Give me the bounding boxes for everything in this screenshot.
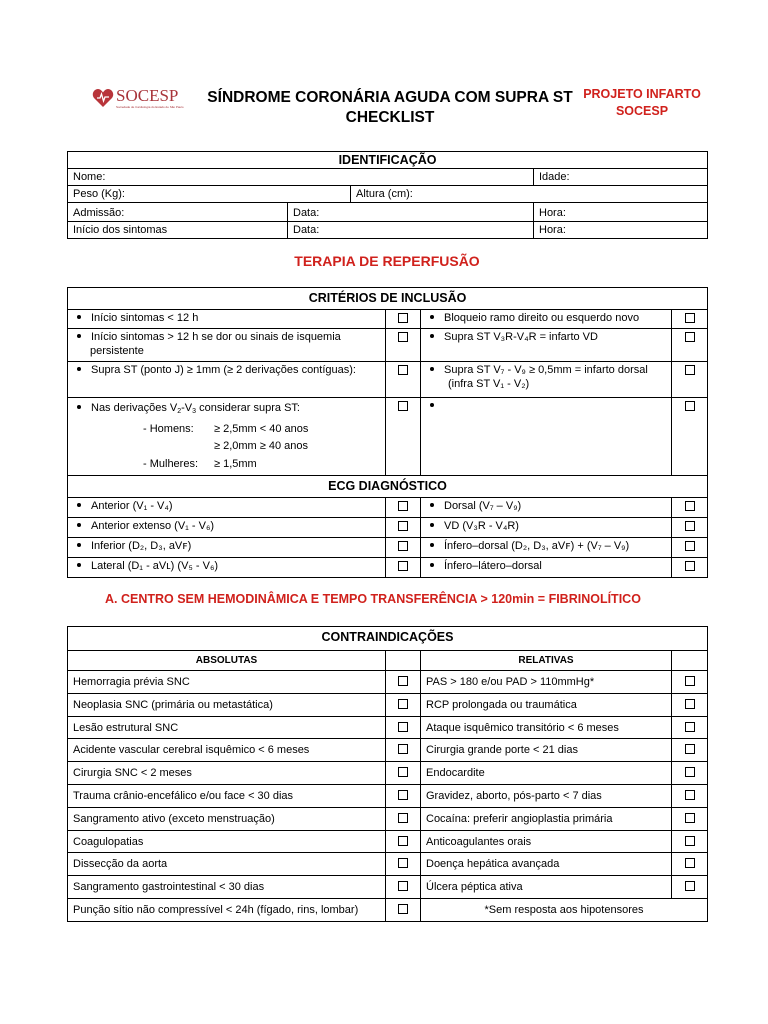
header-spacer	[386, 651, 421, 671]
criteria-text: Supra ST V₇ - V₉ ≥ 0,5mm = infarto dorsal	[444, 364, 648, 376]
ecg-item	[68, 538, 386, 558]
header-spacer	[672, 651, 708, 671]
symptom-date-field[interactable]: Data:	[288, 222, 534, 239]
absolute-contraindication: Neoplasia SNC (primária ou metastática)	[68, 693, 386, 716]
bullet-icon	[77, 405, 81, 409]
checkbox-icon	[398, 313, 408, 323]
checkbox[interactable]	[672, 518, 708, 538]
bullet-icon	[77, 523, 81, 527]
weight-field[interactable]: Peso (Kg):	[68, 186, 351, 203]
checkbox-icon	[398, 401, 408, 411]
bullet-icon	[430, 403, 434, 407]
bullet-icon	[77, 563, 81, 567]
checkbox[interactable]	[386, 762, 421, 785]
checkbox[interactable]	[672, 807, 708, 830]
checkbox-icon	[398, 561, 408, 571]
section-a-title: A. CENTRO SEM HEMODINÂMICA E TEMPO TRANSFERÊNCIA > 120min = FIBRINOLÍTICO	[105, 592, 641, 606]
checkbox-icon	[685, 332, 695, 342]
page-title-line2: CHECKLIST	[345, 109, 435, 126]
inclusion-criteria-title: CRITÉRIOS DE INCLUSÃO	[68, 288, 708, 310]
ecg-item	[68, 518, 386, 538]
checkbox[interactable]	[672, 716, 708, 739]
checkbox-icon	[685, 744, 695, 754]
checkbox[interactable]	[672, 762, 708, 785]
checkbox-icon	[398, 767, 408, 777]
checkbox-icon	[685, 699, 695, 709]
age-field[interactable]: Idade:	[534, 169, 708, 186]
project-line1: PROJETO INFARTO	[583, 87, 701, 101]
checkbox[interactable]	[386, 362, 421, 398]
absolute-contraindication: Coagulopatias	[68, 830, 386, 853]
relative-contraindication: Doença hepática avançada	[421, 853, 672, 876]
ecg-text: Anterior extenso (V₁ - V₆)	[91, 520, 215, 532]
checkbox-icon	[685, 541, 695, 551]
symptom-onset-field[interactable]: Início dos sintomas	[68, 222, 288, 239]
men-value-2: ≥ 2,0mm ≥ 40 anos	[214, 440, 309, 452]
checkbox[interactable]	[386, 784, 421, 807]
bullet-icon	[430, 523, 434, 527]
women-value: ≥ 1,5mm	[214, 458, 257, 470]
checkbox[interactable]	[672, 398, 708, 476]
checkbox-icon	[398, 744, 408, 754]
checkbox[interactable]	[672, 310, 708, 329]
identification-table	[67, 151, 708, 239]
checkbox-icon	[398, 501, 408, 511]
checkbox-icon	[685, 313, 695, 323]
checkbox[interactable]	[386, 398, 421, 476]
checkbox[interactable]	[672, 693, 708, 716]
bullet-icon	[77, 367, 81, 371]
checkbox-icon	[398, 521, 408, 531]
project-line2: SOCESP	[615, 104, 669, 118]
checkbox[interactable]	[386, 830, 421, 853]
admission-field[interactable]: Admissão:	[68, 203, 288, 222]
checkbox-icon	[685, 767, 695, 777]
checkbox-icon	[685, 561, 695, 571]
absolute-header: ABSOLUTAS	[68, 651, 386, 671]
criteria-text: Nas derivações V	[91, 402, 178, 414]
ecg-item	[421, 538, 672, 558]
bullet-icon	[430, 334, 434, 338]
checkbox[interactable]	[386, 498, 421, 518]
criteria-item	[421, 310, 672, 329]
criteria-item	[68, 362, 386, 398]
checkbox[interactable]	[672, 538, 708, 558]
men-value-1: ≥ 2,5mm < 40 anos	[214, 423, 309, 435]
criteria-text: Bloqueio ramo direito ou esquerdo novo	[444, 312, 640, 324]
checkbox[interactable]	[672, 558, 708, 578]
ecg-item	[421, 518, 672, 538]
ecg-text: Dorsal (V₇ – V₉)	[444, 500, 522, 512]
checkbox-icon	[398, 699, 408, 709]
heart-logo-icon	[92, 88, 114, 108]
checkbox-icon	[685, 676, 695, 686]
checkbox-icon	[685, 858, 695, 868]
bullet-icon	[430, 367, 434, 371]
criteria-text: Início sintomas > 12 h se dor ou sinais de isquemia persistente	[90, 331, 341, 357]
relative-contraindication: Ataque isquêmico transitório < 6 meses	[421, 716, 672, 739]
page-title	[200, 88, 580, 128]
ecg-text: Lateral (D₁ - aVʟ) (V₅ - V₆)	[91, 560, 219, 572]
contraindications-title: CONTRAINDICAÇÕES	[68, 627, 708, 651]
absolute-contraindication: Sangramento gastrointestinal < 30 dias	[68, 876, 386, 899]
relative-header: RELATIVAS	[421, 651, 672, 671]
men-label: - Homens:	[143, 423, 194, 435]
checkbox-icon	[685, 722, 695, 732]
checkbox[interactable]	[386, 739, 421, 762]
ecg-title: ECG DIAGNÓSTICO	[68, 476, 708, 498]
bullet-icon	[77, 503, 81, 507]
relative-contraindication: Gravidez, aborto, pós-parto < 7 dias	[421, 784, 672, 807]
checkbox-icon	[685, 401, 695, 411]
criteria-text-mid: -V	[181, 402, 193, 414]
checkbox-icon	[685, 501, 695, 511]
checkbox[interactable]	[386, 807, 421, 830]
checkbox[interactable]	[672, 830, 708, 853]
ecg-text: Ínfero–látero–dorsal	[444, 560, 542, 572]
checkbox-icon	[398, 541, 408, 551]
women-label: - Mulheres:	[143, 458, 199, 470]
checkbox[interactable]	[386, 310, 421, 329]
absolute-contraindication: Sangramento ativo (exceto menstruação)	[68, 807, 386, 830]
checkbox[interactable]	[386, 671, 421, 694]
relative-contraindication: Cirurgia grande porte < 21 dias	[421, 739, 672, 762]
checkbox-icon	[398, 904, 408, 914]
checkbox[interactable]	[386, 716, 421, 739]
checkbox-icon	[398, 790, 408, 800]
ecg-item	[68, 498, 386, 518]
checkbox[interactable]	[672, 671, 708, 694]
checkbox[interactable]	[386, 558, 421, 578]
criteria-text: Supra ST V₃R-V₄R = infarto VD	[444, 331, 598, 343]
checkbox-icon	[398, 836, 408, 846]
hypotensive-note: *Sem resposta aos hipotensores	[421, 898, 708, 921]
checkbox[interactable]	[386, 329, 421, 362]
absolute-contraindication: Acidente vascular cerebral isquêmico < 6 meses	[68, 739, 386, 762]
relative-contraindication: Anticoagulantes orais	[421, 830, 672, 853]
bullet-icon	[77, 315, 81, 319]
bullet-icon	[430, 563, 434, 567]
checkbox-icon	[398, 813, 408, 823]
admission-date-field[interactable]: Data:	[288, 203, 534, 222]
absolute-contraindication: Trauma crânio-encefálico e/ou face < 30 dias	[68, 784, 386, 807]
ecg-item	[421, 498, 672, 518]
relative-contraindication: Cocaína: preferir angioplastia primária	[421, 807, 672, 830]
checkbox[interactable]	[386, 518, 421, 538]
criteria-item-empty	[421, 398, 672, 476]
checkbox[interactable]	[672, 853, 708, 876]
criteria-item	[421, 329, 672, 362]
inclusion-criteria-table	[67, 287, 708, 578]
criteria-subtext: (infra ST V₁ - V₂)	[448, 378, 530, 390]
absolute-contraindication: Lesão estrutural SNC	[68, 716, 386, 739]
identification-title: IDENTIFICAÇÃO	[68, 152, 708, 169]
bullet-icon	[430, 315, 434, 319]
relative-contraindication: PAS > 180 e/ou PAD > 110mmHg*	[421, 671, 672, 694]
bullet-icon	[77, 334, 81, 338]
checkbox-icon	[685, 365, 695, 375]
absolute-contraindication: Cirurgia SNC < 2 meses	[68, 762, 386, 785]
admission-time-field[interactable]: Hora:	[534, 203, 708, 222]
ecg-text: Inferior (D₂, D₃, aVꜰ)	[91, 540, 192, 552]
bullet-icon	[77, 543, 81, 547]
checkbox-icon	[398, 722, 408, 732]
logo-text: SOCESP	[116, 86, 179, 105]
relative-contraindication: RCP prolongada ou traumática	[421, 693, 672, 716]
name-field[interactable]: Nome:	[68, 169, 534, 186]
checkbox[interactable]	[672, 498, 708, 518]
checkbox-icon	[398, 365, 408, 375]
checkbox[interactable]	[672, 784, 708, 807]
absolute-contraindication: Hemorragia prévia SNC	[68, 671, 386, 694]
checkbox-icon	[685, 790, 695, 800]
checkbox-icon	[398, 858, 408, 868]
checkbox[interactable]	[386, 853, 421, 876]
checkbox-icon	[398, 881, 408, 891]
checkbox-icon	[685, 836, 695, 846]
checkbox[interactable]	[672, 362, 708, 398]
checkbox-icon	[685, 881, 695, 891]
ecg-item	[421, 558, 672, 578]
project-label	[578, 86, 706, 120]
checkbox-icon	[685, 521, 695, 531]
ecg-text: VD (V₃R - V₄R)	[444, 520, 519, 532]
checkbox[interactable]	[386, 898, 421, 921]
checkbox[interactable]	[672, 876, 708, 899]
checkbox-icon	[685, 813, 695, 823]
checkbox[interactable]	[386, 538, 421, 558]
height-field[interactable]: Altura (cm):	[351, 186, 708, 203]
criteria-item: Nas derivações $V_2-V_3$ considerar supra ST: - Homens: ≥ 2,5mm < 40 anos ≥ 2,0mm ≥ 40 anos - Mulheres: ≥ 1,5mm	[68, 398, 386, 476]
checkbox[interactable]	[672, 329, 708, 362]
logo-subtext: Sociedade de Cardiologia do Estado de São Paulo	[116, 105, 184, 109]
contraindications-table	[67, 626, 708, 922]
criteria-text: Início sintomas < 12 h	[91, 312, 199, 324]
page-title-line1: SÍNDROME CORONÁRIA AGUDA COM SUPRA ST	[207, 89, 573, 106]
bullet-icon	[430, 543, 434, 547]
ecg-text: Ínfero–dorsal (D₂, D₃, aVꜰ) + (V₇ – V₉)	[444, 540, 630, 552]
criteria-item	[68, 329, 386, 362]
absolute-contraindication: Punção sítio não compressível < 24h (fígado, rins, lombar)	[68, 898, 386, 921]
symptom-time-field[interactable]: Hora:	[534, 222, 708, 239]
criteria-item	[421, 362, 672, 398]
socesp-logo	[92, 86, 182, 110]
absolute-contraindication: Dissecção da aorta	[68, 853, 386, 876]
criteria-text: Supra ST (ponto J) ≥ 1mm (≥ 2 derivações contíguas):	[91, 364, 356, 376]
reperfusion-title: TERAPIA DE REPERFUSÃO	[294, 253, 480, 269]
criteria-text-suffix: considerar supra ST:	[196, 402, 300, 414]
relative-contraindication: Úlcera péptica ativa	[421, 876, 672, 899]
checkbox-icon	[398, 332, 408, 342]
checkbox-icon	[398, 676, 408, 686]
ecg-item	[68, 558, 386, 578]
checkbox[interactable]	[386, 876, 421, 899]
criteria-item	[68, 310, 386, 329]
checkbox[interactable]	[672, 739, 708, 762]
ecg-text: Anterior (V₁ - V₄)	[91, 500, 173, 512]
bullet-icon	[430, 503, 434, 507]
checkbox[interactable]	[386, 693, 421, 716]
relative-contraindication: Endocardite	[421, 762, 672, 785]
